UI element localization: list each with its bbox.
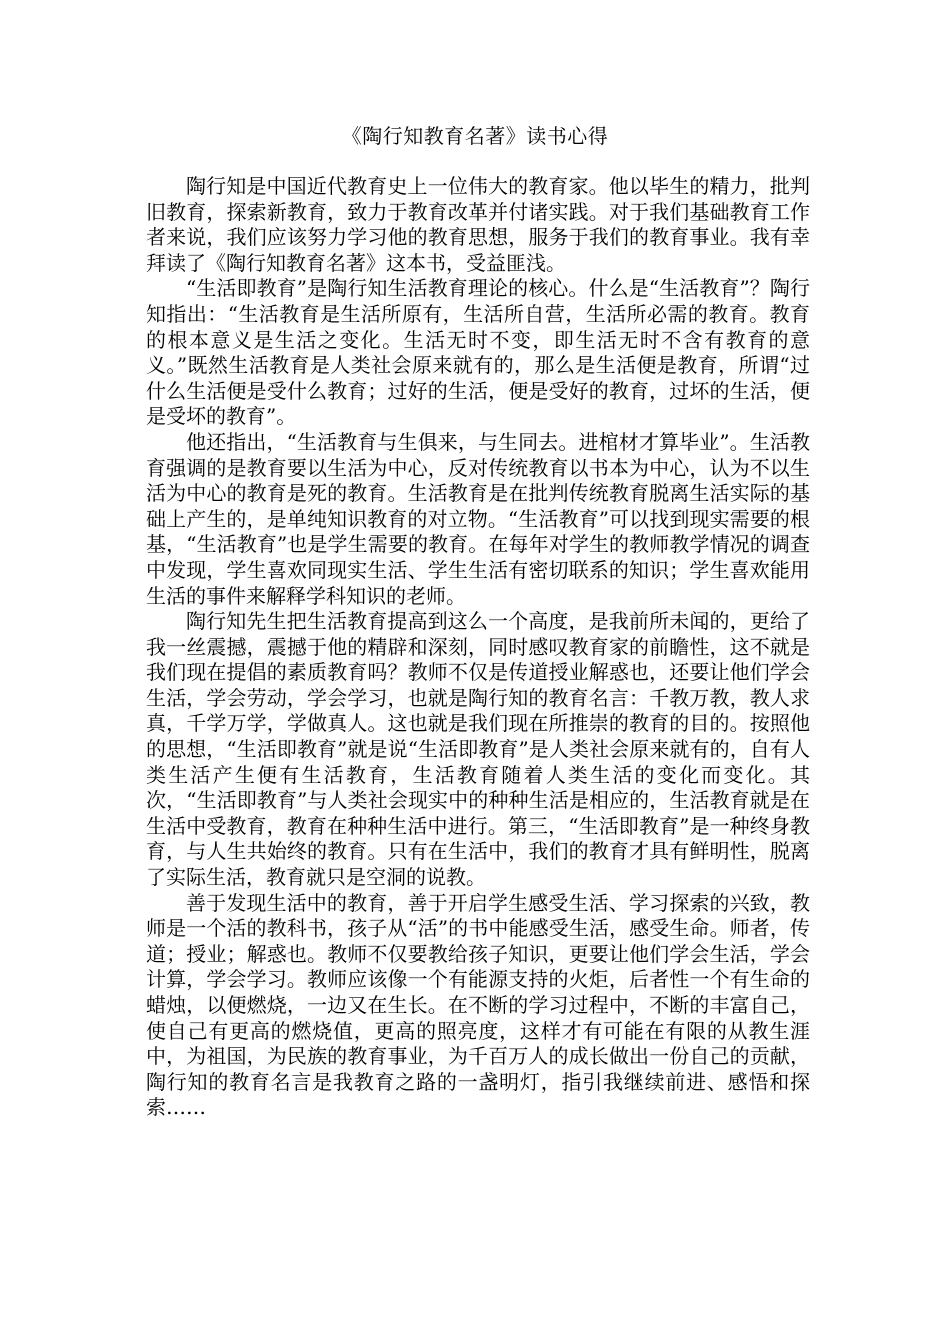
- paragraph: 陶行知先生把生活教育提高到这么一个高度，是我前所未闻的，更给了我一丝震撼，震撼于他的精辟和深刻，同时感叹教育家的前瞻性，这不就是我们现在提倡的素质教育吗？教师不仅是传道授业解惑也，还要让他们学会生活，学会劳动，学会学习，也就是陶行知的教育名言：千教万教，教人求真，千学万学，学做真人。这也就是我们现在所推崇的教育的目的。按照他的思想，“生活即教育”就是说“生活即教育”是人类社会原来就有的，自有人类生活产生便有生活教育，生活教育随着人类生活的变化而变化。其次，“生活即教育”与人类社会现实中的种种生活是相应的，生活教育就是在生活中受教育，教育在种种生活中进行。第三，“生活即教育”是一种终身教育，与人生共始终的教育。只有在生活中，我们的教育才具有鲜明性，脱离了实际生活，教育就只是空洞的说教。: [146, 609, 810, 890]
- paragraph: 善于发现生活中的教育，善于开启学生感受生活、学习探索的兴致，教师是一个活的教科书，孩子从“活”的书中能感受生活，感受生命。师者，传道；授业；解惑也。教师不仅要教给孩子知识，更要让他们学会生活，学会计算，学会学习。教师应该像一个有能源支持的火炬，后者性一个有生命的蜡烛，以便燃烧，一边又在生长。在不断的学习过程中，不断的丰富自己，使自己有更高的燃烧值，更高的照亮度，这样才有可能在有限的从教生涯中，为祖国，为民族的教育事业，为千百万人的成长做出一份自己的贡献，陶行知的教育名言是我教育之路的一盏明灯，指引我继续前进、感悟和探索……: [146, 890, 810, 1120]
- paragraph: 陶行知是中国近代教育史上一位伟大的教育家。他以毕生的精力，批判旧教育，探索新教育，致力于教育改革并付诸实践。对于我们基础教育工作者来说，我们应该努力学习他的教育思想，服务于我们的教育事业。我有幸拜读了《陶行知教育名著》这本书，受益匪浅。: [146, 174, 810, 275]
- paragraph: “生活即教育”是陶行知生活教育理论的核心。什么是“生活教育”？陶行知指出：“生活教育是生活所原有，生活所自营，生活所必需的教育。教育的根本意义是生活之变化。生活无时不变，即生活无时不含有教育的意义。”既然生活教育是人类社会原来就有的，那么是生活便是教育，所谓“过什么生活便是受什么教育；过好的生活，便是受好的教育，过坏的生活，便是受坏的教育”。: [146, 276, 810, 429]
- document-title: 《陶行知教育名著》读书心得: [341, 124, 609, 148]
- document-body: [146, 174, 810, 1121]
- paragraph: 他还指出，“生活教育与生俱来，与生同去。进棺材才算毕业”。生活教育强调的是教育要以生活为中心，反对传统教育以书本为中心，认为不以生活为中心的教育是死的教育。生活教育是在批判传统教育脱离生活实际的基础上产生的，是单纯知识教育的对立物。“生活教育”可以找到现实需要的根基，“生活教育”也是学生需要的教育。在每年对学生的教师教学情况的调查中发现，学生喜欢同现实生活、学生生活有密切联系的知识；学生喜欢能用生活的事件来解释学科知识的老师。: [146, 429, 810, 608]
